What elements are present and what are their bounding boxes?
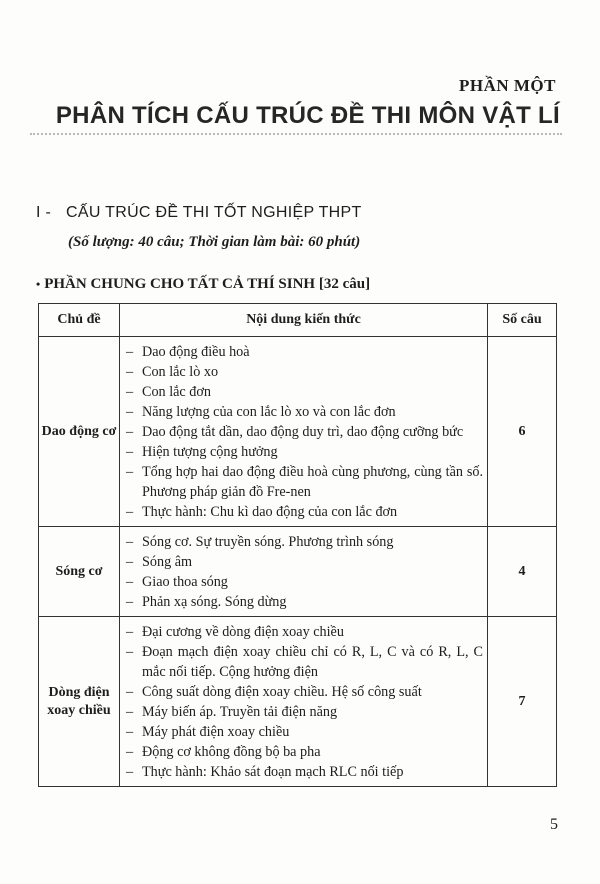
dash-icon: – xyxy=(126,764,134,780)
dash-icon: – xyxy=(126,464,134,480)
list-item-text: Hiện tượng cộng hưởng xyxy=(142,444,278,460)
list-item-text: Năng lượng của con lắc lò xo và con lắc đơn xyxy=(142,404,396,420)
list-item xyxy=(126,592,483,612)
row-count: 6 xyxy=(488,337,557,527)
table-header-row xyxy=(39,304,557,337)
dash-icon: – xyxy=(126,444,134,460)
list-item-text: Sóng cơ. Sự truyền sóng. Phương trình sóng xyxy=(142,534,394,550)
list-item xyxy=(126,622,483,642)
row-count: 7 xyxy=(488,617,557,787)
list-item xyxy=(126,722,483,742)
syllabus-table xyxy=(38,303,557,787)
page-number: 5 xyxy=(550,816,558,833)
row-topic: Sóng cơ xyxy=(39,527,120,617)
row-content xyxy=(120,527,488,617)
list-item xyxy=(126,762,483,782)
list-item xyxy=(126,572,483,592)
dash-icon: – xyxy=(126,364,134,380)
dash-icon: – xyxy=(126,594,134,610)
table-row xyxy=(39,527,557,617)
list-item xyxy=(126,402,483,422)
list-item xyxy=(126,532,483,552)
dash-icon: – xyxy=(126,684,134,700)
section-title: CẤU TRÚC ĐỀ THI TỐT NGHIỆP THPT xyxy=(66,204,362,221)
list-item-text: Sóng âm xyxy=(142,554,193,570)
list-item-text: Thực hành: Khảo sát đoạn mạch RLC nối tiếp xyxy=(142,764,404,780)
row-content xyxy=(120,337,488,527)
list-item-text: Tổng hợp hai dao động điều hoà cùng phương, cùng tần số. Phương pháp giản đồ Fre-nen xyxy=(142,464,483,500)
table-row xyxy=(39,337,557,527)
list-item-text: Động cơ không đồng bộ ba pha xyxy=(142,744,321,760)
list-item xyxy=(126,552,483,572)
content-list xyxy=(126,532,483,612)
list-item xyxy=(126,642,483,682)
content-list xyxy=(126,622,483,782)
list-item-text: Con lắc đơn xyxy=(142,384,211,400)
dash-icon: – xyxy=(126,644,134,660)
list-item-text: Giao thoa sóng xyxy=(142,574,228,590)
dash-icon: – xyxy=(126,404,134,420)
list-item-text: Công suất dòng điện xoay chiều. Hệ số công suất xyxy=(142,684,422,700)
list-item xyxy=(126,422,483,442)
list-item xyxy=(126,442,483,462)
part-title: PHẦN CHUNG CHO TẤT CẢ THÍ SINH [32 câu] xyxy=(44,276,371,292)
list-item xyxy=(126,382,483,402)
list-item xyxy=(126,362,483,382)
list-item-text: Phản xạ sóng. Sóng dừng xyxy=(142,594,287,610)
header-count: Số câu xyxy=(488,304,557,337)
list-item-text: Thực hành: Chu kì dao động của con lắc đơn xyxy=(142,504,398,520)
list-item-text: Đoạn mạch điện xoay chiều chỉ có R, L, C và có R, L, C mắc nối tiếp. Cộng hưởng điện xyxy=(142,644,483,680)
list-item xyxy=(126,342,483,362)
list-item-text: Con lắc lò xo xyxy=(142,364,219,380)
table-row xyxy=(39,617,557,787)
dash-icon: – xyxy=(126,534,134,550)
title-divider xyxy=(30,133,562,135)
list-item-text: Máy biến áp. Truyền tải điện năng xyxy=(142,704,338,720)
list-item-text: Máy phát điện xoay chiều xyxy=(142,724,290,740)
list-item-text: Dao động điều hoà xyxy=(142,344,250,360)
dash-icon: – xyxy=(126,724,134,740)
dash-icon: – xyxy=(126,574,134,590)
dash-icon: – xyxy=(126,504,134,520)
dash-icon: – xyxy=(126,704,134,720)
part-heading xyxy=(36,276,370,293)
section-subtitle: (Số lượng: 40 câu; Thời gian làm bài: 60 phút) xyxy=(68,234,361,250)
dash-icon: – xyxy=(126,424,134,440)
header-topic: Chủ đề xyxy=(39,304,120,337)
bullet-icon: • xyxy=(36,277,41,291)
list-item xyxy=(126,702,483,722)
part-label: PHẦN MỘT xyxy=(458,76,556,95)
list-item xyxy=(126,742,483,762)
row-topic: Dao động cơ xyxy=(39,337,120,527)
dash-icon: – xyxy=(126,384,134,400)
list-item-text: Đại cương về dòng điện xoay chiều xyxy=(142,624,344,640)
row-topic: Dòng điện xoay chiều xyxy=(39,617,120,787)
list-item-text: Dao động tắt dần, dao động duy trì, dao động cưỡng bức xyxy=(142,424,464,440)
dash-icon: – xyxy=(126,554,134,570)
page-title: PHÂN TÍCH CẤU TRÚC ĐỀ THI MÔN VẬT LÍ xyxy=(55,102,560,129)
header-content: Nội dung kiến thức xyxy=(120,304,488,337)
content-list xyxy=(126,342,483,522)
dash-icon: – xyxy=(126,624,134,640)
dash-icon: – xyxy=(126,744,134,760)
section-number: I - xyxy=(36,204,52,221)
list-item xyxy=(126,462,483,502)
list-item xyxy=(126,502,483,522)
list-item xyxy=(126,682,483,702)
dash-icon: – xyxy=(126,344,134,360)
section-heading xyxy=(36,204,362,222)
row-content xyxy=(120,617,488,787)
row-count: 4 xyxy=(488,527,557,617)
